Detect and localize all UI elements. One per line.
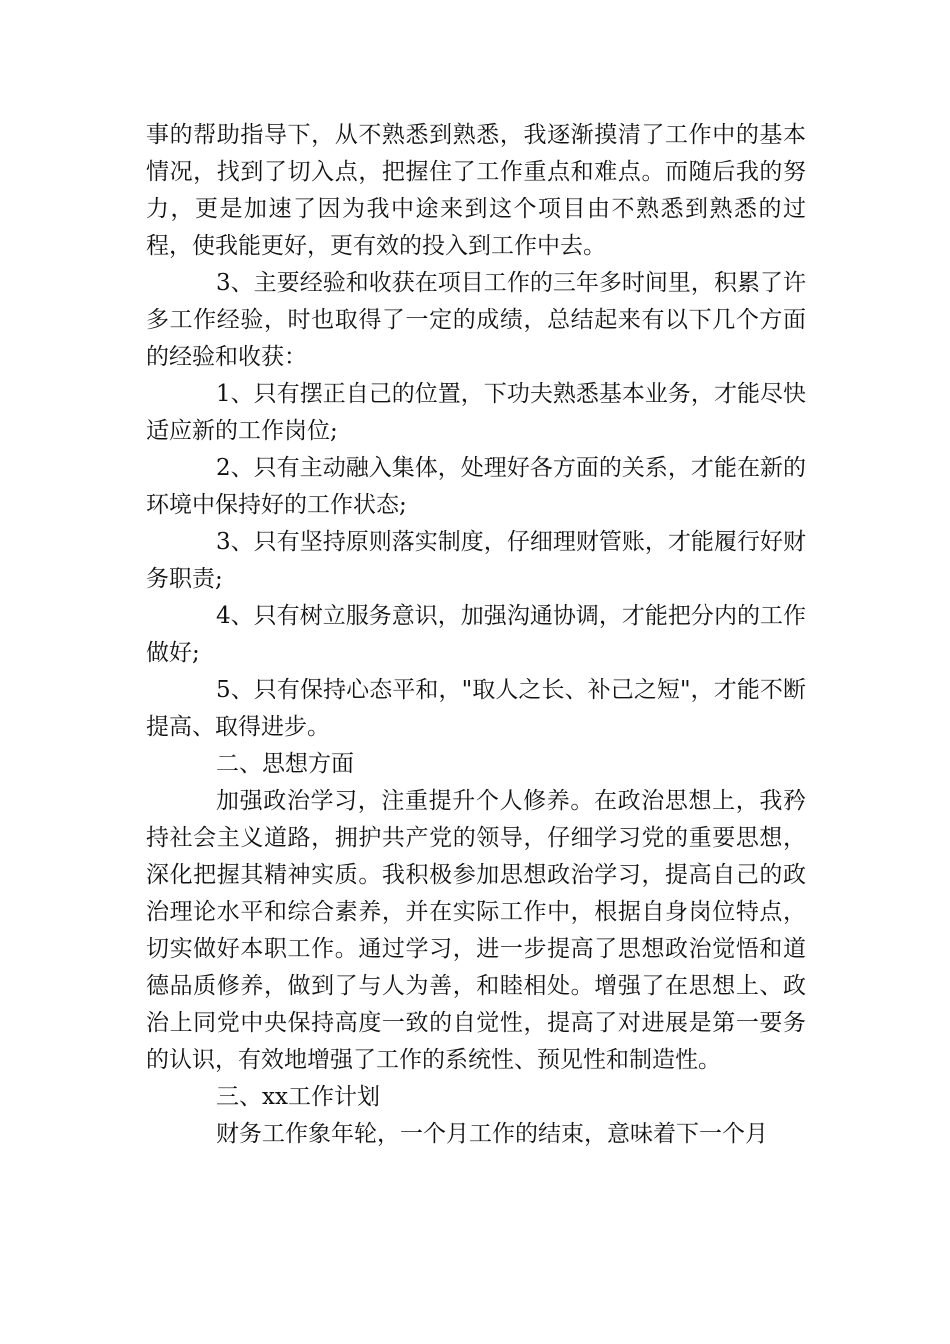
section-heading-work-plan: 三、xx工作计划 bbox=[216, 1084, 380, 1110]
list-item: 4、只有树立服务意识，加强沟通协调，才能把分内的工作做好; bbox=[146, 603, 806, 666]
paragraph-continuation: 事的帮助指导下，从不熟悉到熟悉，我逐渐摸清了工作中的基本情况，找到了切入点，把握住了工作重点和难点。而随后我的努力，更是加速了因为我中途来到这个项目由不熟悉到熟悉的过程，使我能更好，更有效的投入到工作中去。 bbox=[146, 122, 806, 259]
list-item: 5、只有保持心态平和，"取人之长、补己之短"，才能不断提高、取得进步。 bbox=[146, 677, 806, 740]
list-item: 2、只有主动融入集体，处理好各方面的关系，才能在新的环境中保持好的工作状态; bbox=[146, 455, 806, 518]
paragraph-ideology: 加强政治学习，注重提升个人修养。在政治思想上，我矜持社会主义道路，拥护共产党的领导，仔细学习党的重要思想，深化把握其精神实质。我积极参加思想政治学习，提高自己的政治理论水平和综合素养，并在实际工作中，根据自身岗位特点，切实做好本职工作。通过学习，进一步提高了思想政治觉悟和道德品质修养，做到了与人为善，和睦相处。增强了在思想上、政治上同党中央保持高度一致的自觉性，提高了对进展是第一要务的认识，有效地增强了工作的系统性、预见性和制造性。 bbox=[146, 788, 806, 1073]
document-body bbox=[146, 117, 806, 1153]
list-item: 3、只有坚持原则落实制度，仔细理财管账，才能履行好财务职责; bbox=[146, 529, 806, 592]
paragraph-work-plan: 财务工作象年轮，一个月工作的结束，意味着下一个月 bbox=[216, 1121, 768, 1147]
section-heading-ideology: 二、思想方面 bbox=[216, 751, 354, 777]
paragraph-experience-summary: 3、主要经验和收获在项目工作的三年多时间里，积累了许多工作经验，时也取得了一定的成绩，总结起来有以下几个方面的经验和收获： bbox=[146, 270, 806, 370]
list-item: 1、只有摆正自己的位置，下功夫熟悉基本业务，才能尽快适应新的工作岗位; bbox=[146, 381, 806, 444]
